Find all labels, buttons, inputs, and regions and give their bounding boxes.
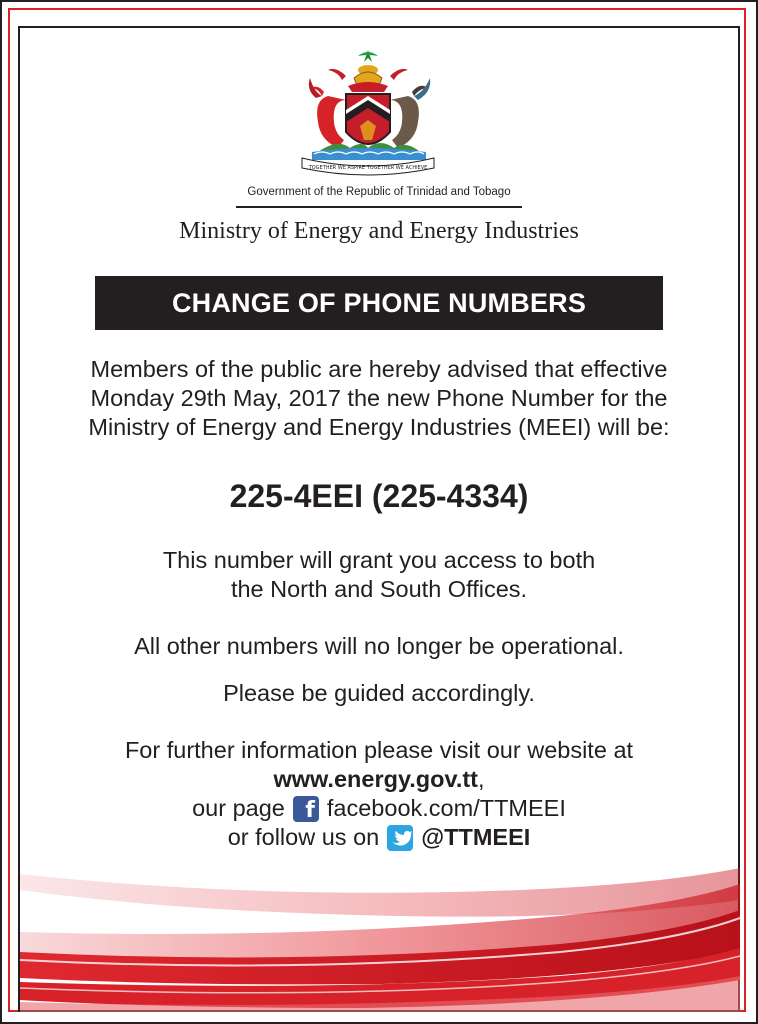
government-divider	[236, 206, 522, 208]
facebook-link[interactable]: facebook.com/TTMEEI	[326, 795, 566, 821]
page-prefix: our page	[192, 795, 285, 821]
intro-paragraph	[20, 355, 738, 442]
access-paragraph	[20, 546, 738, 604]
intro-line: Ministry of Energy and Energy Industries (MEEI) will be:	[88, 414, 670, 440]
guidance-text	[20, 679, 738, 708]
website-link[interactable]: www.energy.gov.tt	[273, 766, 479, 792]
website-suffix: ,	[478, 766, 485, 792]
website-line	[20, 765, 738, 794]
access-line: the North and South Offices.	[230, 576, 528, 602]
facebook-line	[20, 794, 738, 823]
follow-prefix: or follow us on	[227, 824, 380, 850]
other-numbers-text	[20, 632, 738, 661]
twitter-icon[interactable]	[387, 825, 413, 851]
intro-line: Monday 29th May, 2017 the new Phone Number for the	[90, 385, 668, 411]
coat-of-arms-icon	[288, 48, 448, 176]
access-line: This number will grant you access to both	[162, 547, 596, 573]
other-numbers-line: All other numbers will no longer be operational.	[134, 633, 624, 659]
notice-title-banner: CHANGE OF PHONE NUMBERS	[95, 276, 663, 330]
intro-line: Members of the public are hereby advised that effective	[90, 356, 668, 382]
guidance-line: Please be guided accordingly.	[223, 680, 535, 706]
ministry-name: Ministry of Energy and Energy Industries	[179, 218, 579, 244]
twitter-handle[interactable]: @TTMEEI	[421, 824, 531, 850]
contact-paragraph	[20, 736, 738, 852]
phone-number: 225-4EEI (225-4334)	[229, 478, 529, 514]
facebook-icon[interactable]	[293, 796, 319, 822]
motto-text: TOGETHER WE ASPIRE TOGETHER WE ACHIEVE	[308, 165, 428, 171]
further-info-line: For further information please visit our website at	[124, 737, 634, 763]
red-swoosh-decoration	[0, 860, 758, 1024]
twitter-line	[20, 823, 738, 852]
government-line: Government of the Republic of Trinidad and Tobago	[247, 186, 511, 198]
